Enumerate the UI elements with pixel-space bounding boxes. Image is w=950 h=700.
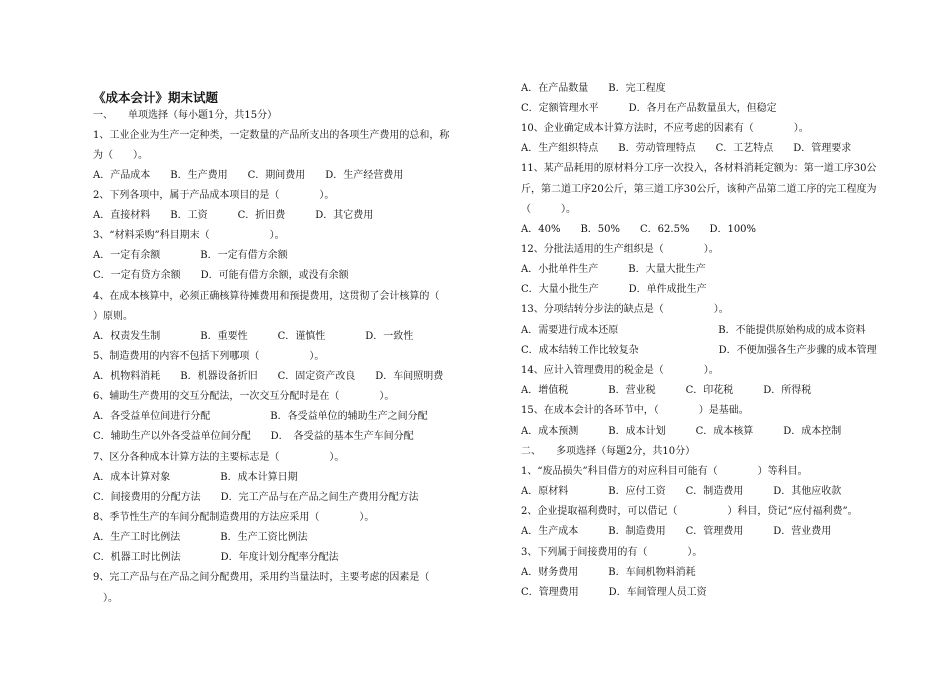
question-line: 为（ ）。 — [93, 150, 148, 161]
section-two-heading: 二、 多项选择（每题2分，共10分） — [521, 446, 696, 457]
question-options: A．在产品数量 B．完工程度 — [521, 83, 666, 94]
question-options: A．成本计算对象 B．成本计算日期 — [93, 472, 298, 483]
question-options: A．生产成本 B．制造费用 C．管理费用 D．营业费用 — [521, 526, 832, 537]
question-line: ）。 — [93, 593, 118, 604]
question-line: 1、“废品损失”科目借方的对应科目可能有（ ）等科目。 — [521, 466, 808, 477]
question-line: 12、分批法适用的生产组织是（ ）。 — [521, 244, 719, 255]
question-line: 11、某产品耗用的原材料分工序一次投入，各材料消耗定额为：第一道工序30公 — [521, 163, 877, 174]
exam-title: 《成本会计》期末试题 — [93, 90, 219, 105]
question-line: 15、在成本会计的各环节中，（ ）是基础。 — [521, 405, 749, 416]
question-line: 1、工业企业为生产一定种类，一定数量的产品所支出的各项生产费用的总和，称 — [93, 130, 450, 141]
question-line: 10、企业确定成本计算方法时，不应考虑的因素有（ ）。 — [521, 123, 809, 134]
question-line: ）原则。 — [93, 311, 133, 322]
question-options: A．产品成本 B．生产费用 C．期间费用 D．生产经营费用 — [93, 170, 404, 181]
question-line: 8、季节性生产的车间分配制造费用的方法应采用（ ）。 — [93, 512, 375, 523]
question-line: 7、区分各种成本计算方法的主要标志是（ ）。 — [93, 452, 345, 463]
question-line: 6、辅助生产费用的交互分配法，一次交互分配时是在（ ）。 — [93, 391, 395, 402]
question-line: 2、企业提取福利费时，可以借记（ ）科目，贷记“应付福利费”。 — [521, 506, 858, 517]
question-options: A．财务费用 B．车间机物料消耗 — [521, 567, 696, 578]
question-options: A．一定有余额 B．一定有借方余额 — [93, 250, 288, 261]
question-options: A．40% B．50% C．62.5% D．100% — [521, 224, 757, 235]
question-options: A．直接材料 B．工资 C．折旧费 D．其它费用 — [93, 210, 374, 221]
question-options: C．辅助生产以外各受益单位间分配 D． 各受益的基本生产车间分配 — [93, 431, 414, 442]
question-line: 13、分项结转分步法的缺点是（ ）。 — [521, 304, 729, 315]
question-options: C．大量小批生产 D．单件成批生产 — [521, 284, 707, 295]
question-options: C．一定有贷方余额 D．可能有借方余额，或没有余额 — [93, 270, 349, 281]
section-one-heading: 一、 单项选择（每小题1分，共15分） — [93, 110, 278, 121]
question-line: 4、在成本核算中，必须正确核算待摊费用和预提费用，这贯彻了会计核算的（ — [93, 291, 440, 302]
question-options: C．定额管理水平 D．各月在产品数量虽大，但稳定 — [521, 103, 777, 114]
question-options: C．机器工时比例法 D．年度计划分配率分配法 — [93, 552, 339, 563]
question-options: A．需要进行成本还原 B．不能提供原始构成的成本资料 — [521, 325, 866, 336]
question-line: 2、下列各项中，属于产品成本项目的是（ ）。 — [93, 190, 335, 201]
question-line: 9、完工产品与在产品之间分配费用，采用约当量法时，主要考虑的因素是（ — [93, 572, 430, 583]
question-line: 5、制造费用的内容不包括下列哪项（ ）。 — [93, 351, 325, 362]
question-options: A．各受益单位间进行分配 B．各受益单位的辅助生产之间分配 — [93, 411, 428, 422]
question-line: 3、“材料采购”科目期末（ ）。 — [93, 230, 285, 241]
question-options: A．机物料消耗 B．机器设备折旧 C．固定资产改良 D．车间照明费 — [93, 371, 444, 382]
question-options: A．原材料 B．应付工资 C．制造费用 D．其他应收款 — [521, 486, 842, 497]
question-line: 14、应计入管理费用的税金是（ ）。 — [521, 365, 719, 376]
question-line: （ ）。 — [521, 204, 576, 215]
question-line: 3、下列属于间接费用的有（ ）。 — [521, 547, 703, 558]
question-options: C．成本结转工作比较复杂 D．不便加强各生产步骤的成本管理 — [521, 345, 877, 356]
question-options: A．增值税 B．营业税 C．印花税 D．所得税 — [521, 385, 812, 396]
question-options: C．管理费用 D．车间管理人员工资 — [521, 587, 707, 598]
question-line: 斤，第二道工序20公斤，第三道工序30公斤，该种产品第二道工序的完工程度为 — [521, 184, 877, 195]
question-options: A．小批单件生产 B．大量大批生产 — [521, 264, 706, 275]
question-options: C．间接费用的分配方法 D．完工产品与在产品之间生产费用分配方法 — [93, 492, 419, 503]
question-options: A．生产工时比例法 B．生产工资比例法 — [93, 532, 308, 543]
question-options: A．成本预测 B．成本计划 C．成本核算 D．成本控制 — [521, 426, 842, 437]
question-options: A．生产组织特点 B．劳动管理特点 C．工艺特点 D．管理要求 — [521, 143, 852, 154]
question-options: A．权责发生制 B．重要性 C．谨慎性 D．一致性 — [93, 331, 414, 342]
